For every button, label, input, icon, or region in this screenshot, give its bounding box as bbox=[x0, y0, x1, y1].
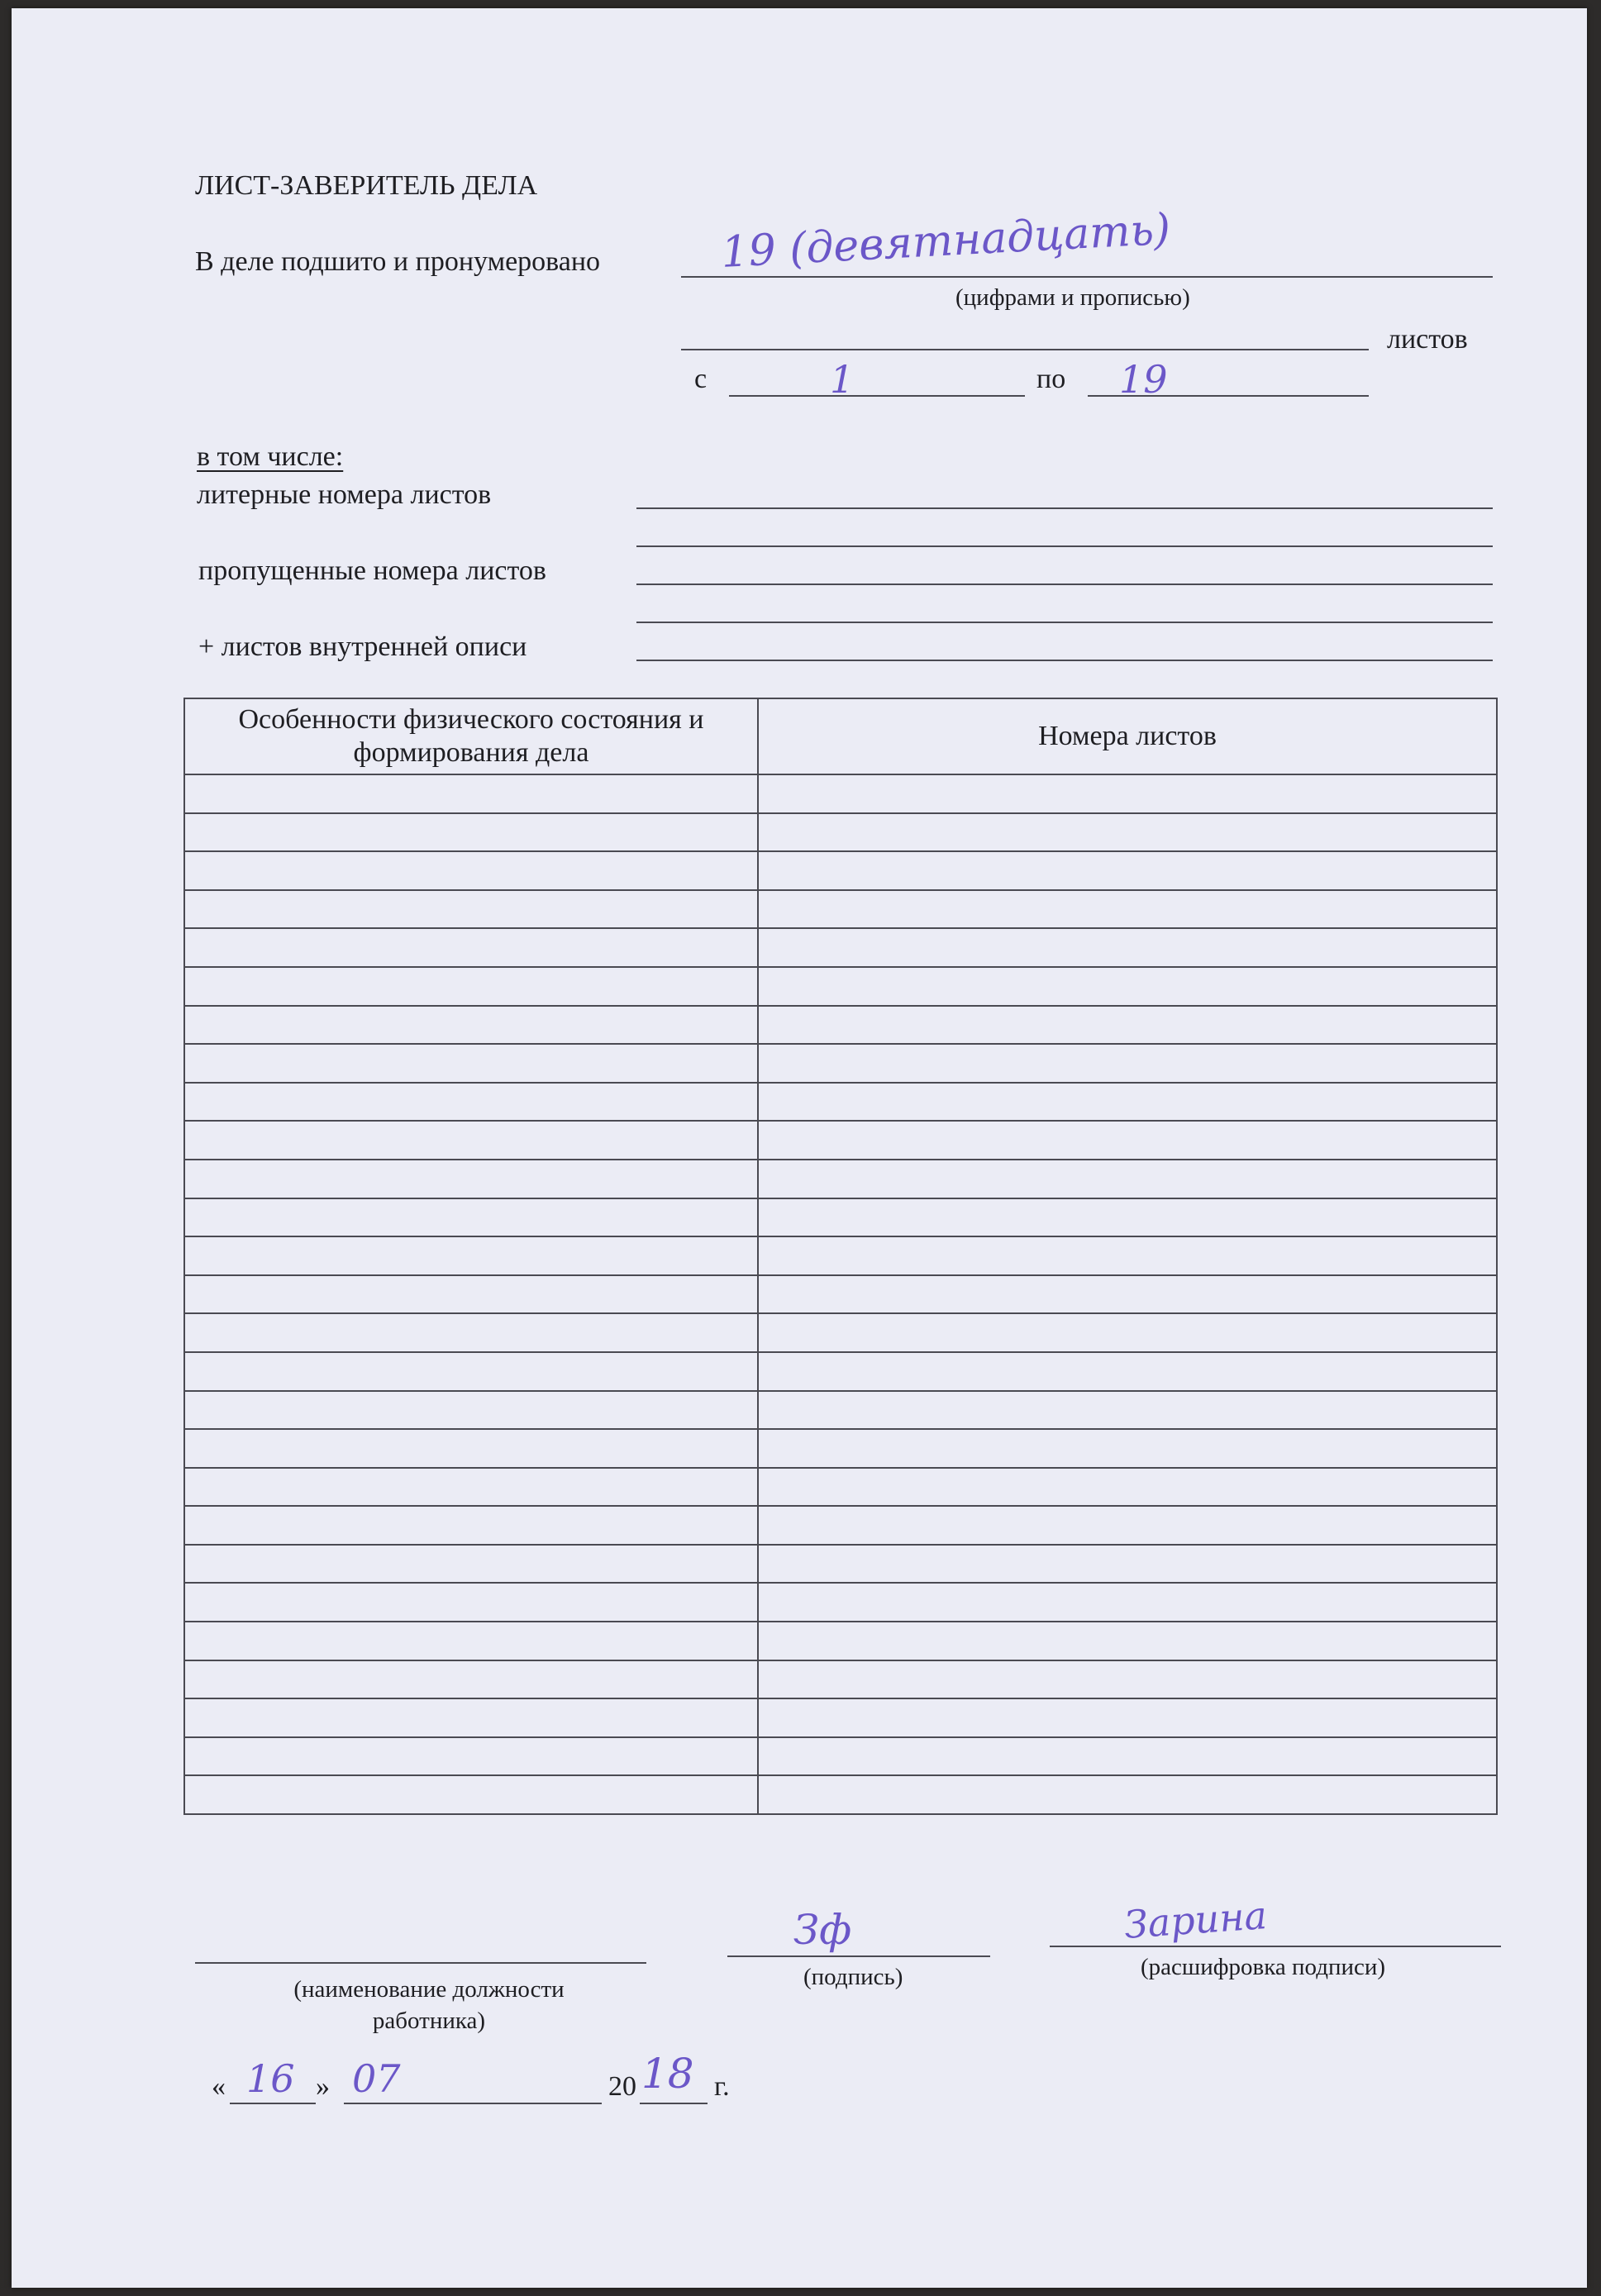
table-cell-sheet-numbers bbox=[758, 774, 1497, 813]
table-row bbox=[184, 1622, 1497, 1660]
table-cell-features bbox=[184, 1391, 758, 1430]
table-cell-sheet-numbers bbox=[758, 1660, 1497, 1699]
table-cell-features bbox=[184, 1275, 758, 1314]
decoding-line bbox=[1050, 1946, 1501, 1947]
table-cell-features bbox=[184, 928, 758, 967]
table-cell-sheet-numbers bbox=[758, 890, 1497, 929]
table-cell-sheet-numbers bbox=[758, 851, 1497, 890]
table-cell-features bbox=[184, 813, 758, 852]
table-cell-features bbox=[184, 774, 758, 813]
table-header-features: Особенности физического состояния и формирования дела bbox=[184, 698, 758, 774]
table-cell-features bbox=[184, 1468, 758, 1507]
date-suffix: г. bbox=[714, 2071, 730, 2102]
to-value: 19 bbox=[1119, 357, 1168, 402]
table-cell-features bbox=[184, 1006, 758, 1045]
table-cell-features bbox=[184, 1775, 758, 1814]
table-cell-sheet-numbers bbox=[758, 1044, 1497, 1083]
table-cell-features bbox=[184, 1698, 758, 1737]
table-cell-features bbox=[184, 1660, 758, 1699]
decoding-caption: (расшифровка подписи) bbox=[1141, 1954, 1386, 1980]
count-unit: листов bbox=[1387, 324, 1468, 355]
table-row bbox=[184, 1698, 1497, 1737]
including-heading: в том числе: bbox=[197, 441, 344, 472]
signature-handwritten: Зф bbox=[793, 1906, 852, 1954]
table-row bbox=[184, 813, 1497, 852]
document-title: ЛИСТ-ЗАВЕРИТЕЛЬ ДЕЛА bbox=[195, 170, 538, 201]
table-cell-sheet-numbers bbox=[758, 1468, 1497, 1507]
table-row bbox=[184, 1660, 1497, 1699]
table-row bbox=[184, 1468, 1497, 1507]
day-line bbox=[230, 2103, 316, 2104]
date-year-suffix: 18 bbox=[641, 2050, 694, 2098]
table-cell-sheet-numbers bbox=[758, 1352, 1497, 1391]
physical-state-table bbox=[183, 698, 1498, 1815]
table-row bbox=[184, 1391, 1497, 1430]
count-handwritten: 19 (девятнадцать) bbox=[720, 204, 1172, 278]
table-cell-sheet-numbers bbox=[758, 1545, 1497, 1584]
table-cell-features bbox=[184, 1506, 758, 1545]
table-cell-features bbox=[184, 967, 758, 1006]
table-row bbox=[184, 1006, 1497, 1045]
table-cell-features bbox=[184, 1198, 758, 1237]
document-sheet bbox=[12, 8, 1587, 2288]
table-row bbox=[184, 1313, 1497, 1352]
table-row bbox=[184, 1160, 1497, 1198]
table-cell-sheet-numbers bbox=[758, 1429, 1497, 1468]
table-cell-sheet-numbers bbox=[758, 1737, 1497, 1776]
table-row bbox=[184, 1275, 1497, 1314]
table-cell-features bbox=[184, 1044, 758, 1083]
table-row bbox=[184, 1198, 1497, 1237]
table-cell-sheet-numbers bbox=[758, 1198, 1497, 1237]
table-cell-sheet-numbers bbox=[758, 1583, 1497, 1622]
letter-numbers-line bbox=[636, 507, 1493, 509]
from-label: с bbox=[694, 364, 708, 394]
inner-inventory-label: + листов внутренней описи bbox=[198, 631, 527, 662]
table-cell-features bbox=[184, 1083, 758, 1122]
table-cell-sheet-numbers bbox=[758, 1775, 1497, 1814]
table-cell-sheet-numbers bbox=[758, 1391, 1497, 1430]
table-row bbox=[184, 1083, 1497, 1122]
month-line bbox=[344, 2103, 602, 2104]
table-body bbox=[184, 774, 1497, 1814]
table-cell-features bbox=[184, 1352, 758, 1391]
letter-numbers-line-2 bbox=[636, 545, 1493, 547]
table-cell-sheet-numbers bbox=[758, 1121, 1497, 1160]
missing-numbers-label: пропущенные номера листов bbox=[198, 555, 546, 586]
table-cell-features bbox=[184, 1622, 758, 1660]
table-cell-features bbox=[184, 1236, 758, 1275]
position-caption: (наименование должности работника) bbox=[293, 1976, 565, 2034]
table-cell-features bbox=[184, 1121, 758, 1160]
table-row bbox=[184, 851, 1497, 890]
table-cell-features bbox=[184, 1737, 758, 1776]
table-cell-sheet-numbers bbox=[758, 1236, 1497, 1275]
table-row bbox=[184, 1352, 1497, 1391]
date-day: 16 bbox=[246, 2056, 295, 2101]
missing-numbers-line-2 bbox=[636, 622, 1493, 623]
signature-line bbox=[727, 1955, 990, 1957]
table-row bbox=[184, 1429, 1497, 1468]
count-caption: (цифрами и прописью) bbox=[955, 284, 1190, 311]
table-header-sheet-numbers: Номера листов bbox=[758, 698, 1497, 774]
year-line bbox=[640, 2103, 708, 2104]
signature-caption: (подпись) bbox=[803, 1964, 903, 1990]
table-row bbox=[184, 1737, 1497, 1776]
count-second-line bbox=[681, 349, 1369, 350]
table-row bbox=[184, 1583, 1497, 1622]
table-cell-features bbox=[184, 1429, 758, 1468]
inner-inventory-line bbox=[636, 660, 1493, 661]
to-label: по bbox=[1036, 364, 1066, 394]
table-cell-features bbox=[184, 1313, 758, 1352]
table-cell-sheet-numbers bbox=[758, 1275, 1497, 1314]
table-cell-sheet-numbers bbox=[758, 1083, 1497, 1122]
table-row bbox=[184, 967, 1497, 1006]
date-year-prefix: 20 bbox=[608, 2071, 636, 2102]
table-row bbox=[184, 1545, 1497, 1584]
table-cell-sheet-numbers bbox=[758, 1313, 1497, 1352]
table-cell-sheet-numbers bbox=[758, 1622, 1497, 1660]
table-row bbox=[184, 1044, 1497, 1083]
from-line bbox=[729, 395, 1025, 397]
table-row bbox=[184, 1506, 1497, 1545]
table-cell-features bbox=[184, 851, 758, 890]
date-open-quote: « bbox=[212, 2071, 226, 2102]
count-line bbox=[681, 276, 1493, 278]
table-row bbox=[184, 890, 1497, 929]
missing-numbers-line bbox=[636, 584, 1493, 585]
table-cell-sheet-numbers bbox=[758, 928, 1497, 967]
table-cell-features bbox=[184, 1545, 758, 1584]
table-row bbox=[184, 774, 1497, 813]
date-month: 07 bbox=[352, 2056, 401, 2101]
table-row bbox=[184, 1121, 1497, 1160]
count-label: В деле подшито и пронумеровано bbox=[195, 246, 601, 277]
table-row bbox=[184, 1236, 1497, 1275]
table-row bbox=[184, 1775, 1497, 1814]
decoding-handwritten: Зарина bbox=[1122, 1893, 1269, 1947]
date-close-quote: » bbox=[316, 2071, 330, 2102]
table-cell-sheet-numbers bbox=[758, 967, 1497, 1006]
table-cell-sheet-numbers bbox=[758, 813, 1497, 852]
position-line bbox=[195, 1962, 646, 1964]
letter-numbers-label: литерные номера листов bbox=[197, 479, 492, 510]
table-cell-features bbox=[184, 1160, 758, 1198]
table-cell-sheet-numbers bbox=[758, 1698, 1497, 1737]
table-row bbox=[184, 928, 1497, 967]
table-cell-features bbox=[184, 1583, 758, 1622]
table-cell-sheet-numbers bbox=[758, 1006, 1497, 1045]
table-cell-sheet-numbers bbox=[758, 1160, 1497, 1198]
from-value: 1 bbox=[830, 357, 855, 402]
table-cell-sheet-numbers bbox=[758, 1506, 1497, 1545]
table-cell-features bbox=[184, 890, 758, 929]
